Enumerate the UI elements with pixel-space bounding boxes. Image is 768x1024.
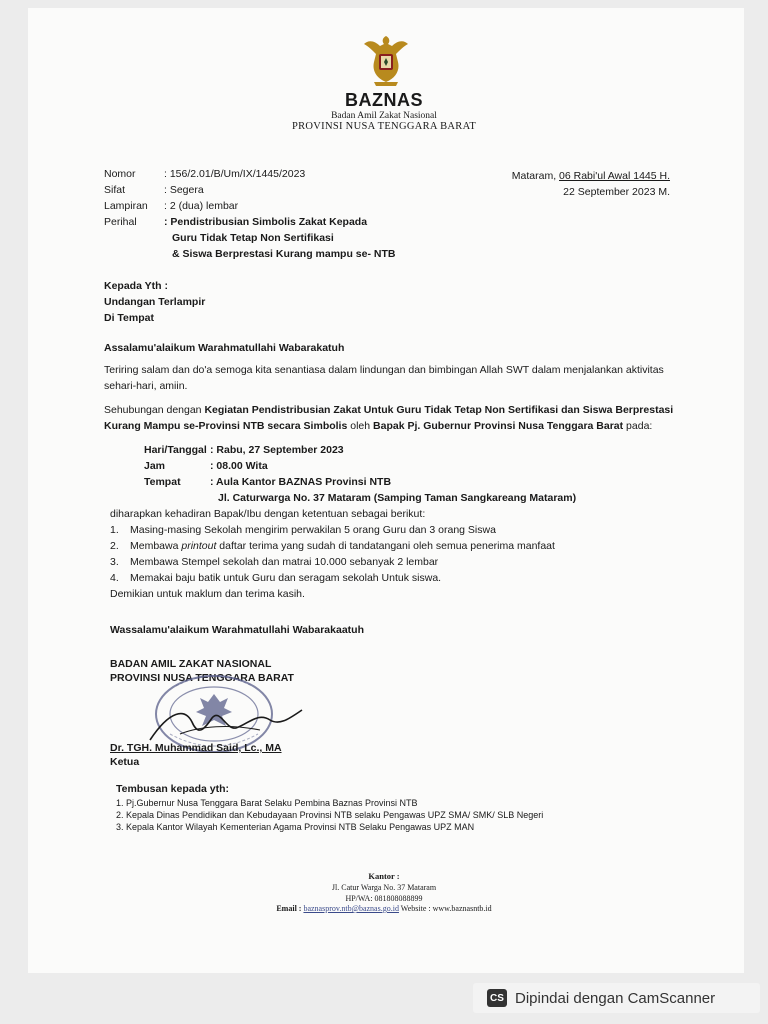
diharapkan-text: diharapkan kehadiran Bapak/Ibu dengan ketentuan sebagai berikut: [110,508,426,520]
kantor-phone: HP/WA: 081808088899 [345,894,423,903]
tembusan-heading: Tembusan kepada yth: [116,783,229,795]
para2-line-2 [104,420,652,432]
nomor-label: Nomor [104,168,136,180]
date-prefix: Mataram, [511,170,560,182]
sign-org-line-2: PROVINSI NUSA TENGGARA BARAT [110,672,294,684]
kantor-contact: Email : baznasprov.ntb@baznas.go.id Website : www.baznasntb.id [276,904,492,913]
website-link[interactable]: www.baznasntb.id [432,904,492,913]
para1-line-1: Teriring salam dan do'a semoga kita senantiasa dalam lindungan dan bimbingan Allah SWT dalam menjalankan aktivitas [104,364,664,376]
tempat-label: Tempat [144,476,181,488]
garuda-emblem-icon [362,32,410,88]
hari-label: Hari/Tanggal [144,444,207,456]
para2-a: Sehubungan dengan [104,404,205,416]
hari-value: : Rabu, 27 September 2023 [210,444,344,456]
para2-d: oleh [347,420,374,432]
sifat-value: : Segera [164,184,204,196]
para2-f: pada: [623,420,653,432]
para2-e: Bapak Pj. Gubernur Provinsi Nusa Tenggara Barat [373,420,624,432]
list-item: 1. Pj.Gubernur Nusa Tenggara Barat Selaku Pembina Baznas Provinsi NTB [116,798,418,808]
recipient-line-2: Undangan Terlampir [104,296,206,308]
camscanner-logo-icon: CS [487,989,507,1007]
perihal-line-3: & Siswa Berprestasi Kurang mampu se- NTB [172,248,396,260]
kantor-address: Jl. Catur Warga No. 37 Mataram [331,883,437,892]
date-hijri: 06 Rabi'ul Awal 1445 H. [559,170,670,182]
list-item: 2. Kepala Dinas Pendidikan dan Kebudayaan Provinsi NTB selaku Pengawas UPZ SMA/ SMK/ SLB Negeri [116,810,544,820]
org-province: PROVINSI NUSA TENGGARA BARAT [291,121,477,132]
list-item: 2. Membawa printout daftar terima yang sudah di tandatangani oleh semua penerima manfaat [110,540,555,552]
lampiran-value: : 2 (dua) lembar [164,200,239,212]
list-item: 1. Masing-masing Sekolah mengirim perwakilan 5 orang Guru dan 3 orang Siswa [110,524,496,536]
nomor-value: : 156/2.01/B/Um/IX/1445/2023 [164,168,306,180]
list-item: 3. Kepala Kantor Wilayah Kementerian Agama Provinsi NTB Selaku Pengawas UPZ MAN [116,822,475,832]
jam-label: Jam [144,460,166,472]
recipient-line-1: Kepada Yth : [104,280,168,292]
salam-penutup: Wassalamu'alaikum Warahmatullahi Wabarakaatuh [110,624,364,636]
perihal-line-2: Guru Tidak Tetap Non Sertifikasi [172,232,334,244]
tempat-value-2: Jl. Caturwarga No. 37 Mataram (Samping Taman Sangkareang Mataram) [218,492,577,504]
list-item: 3. Membawa Stempel sekolah dan matrai 10.000 sebanyak 2 lembar [110,556,439,568]
email-link[interactable]: baznasprov.ntb@baznas.go.id [303,904,399,913]
signer-name: Dr. TGH. Muhammad Said, Lc., MA [110,742,282,754]
perihal-line-1: : Pendistribusian Simbolis Zakat Kepada [164,216,368,228]
camscanner-watermark [473,983,760,1013]
org-name: BAZNAS [345,90,423,110]
signer-title: Ketua [110,756,140,768]
salam-pembuka: Assalamu'alaikum Warahmatullahi Wabarakatuh [104,342,345,354]
tempat-value: : Aula Kantor BAZNAS Provinsi NTB [210,476,392,488]
para2-line-1 [104,404,673,416]
para2-c: Kurang Mampu se-Provinsi NTB secara Simbolis [104,420,348,432]
perihal-label: Perihal [104,216,137,228]
para1-line-2: sehari-hari, amiin. [104,380,188,392]
date-hijri-line [512,170,670,182]
date-masehi: 22 September 2023 M. [563,186,670,198]
lampiran-label: Lampiran [104,200,148,212]
closing-text: Demikian untuk maklum dan terima kasih. [110,588,305,600]
camscanner-text: Dipindai dengan CamScanner [515,989,716,1007]
jam-value: : 08.00 Wita [210,460,268,472]
recipient-line-3: Di Tempat [104,312,154,324]
sign-org-line-1: BADAN AMIL ZAKAT NASIONAL [110,658,272,670]
para2-b: Kegiatan Pendistribusian Zakat Untuk Guru Tidak Tetap Non Sertifikasi dan Siswa Berprestasi [204,404,674,416]
org-full-name: Badan Amil Zakat Nasional [331,111,437,121]
list-item: 4. Memakai baju batik untuk Guru dan seragam sekolah Untuk siswa. [110,572,442,584]
sifat-label: Sifat [104,184,126,196]
kantor-label: Kantor : [368,871,400,881]
